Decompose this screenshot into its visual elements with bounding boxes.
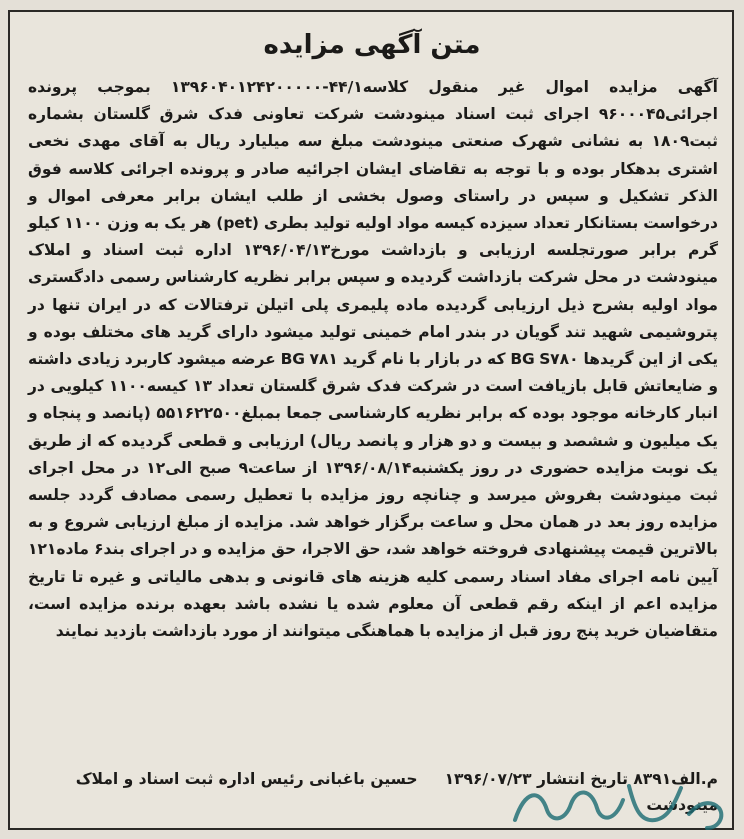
notice-title: متن آگهی مزایده [263,30,481,60]
notice-body: آگهی مزایده اموال غیر منقول کلاسه۴۴/۱-۱۳۹۶۰۴۰۱۲۴۲۰۰۰۰۰ بموجب پرونده اجرائی۹۶۰۰۰۴۵ اجرای ثبت اسناد مینودشت شرکت تعاونی فدک شرق گلستان بشماره ثبت۱۸۰۹ به نشانی شهرک صنعتی مینودشت مبلغ سه میلیارد ریال به آقای مهدی نخعی اشتری بدهکار بوده و با توجه به تقاضای ایشان اجرائیه صادر و پرونده اجرائی کلاسه فوق الذکر تشکیل و سپس در راستای وصول بخشی از طلب ایشان برابر معرفی اموال و درخواست بستانکار تعداد سیزده کیسه مواد اولیه تولید بطری (pet) هر یک به وزن ۱۱۰۰ کیلو گرم برابر صورتجلسه ارزیابی و بازداشت مورخ۱۳۹۶/۰۴/۱۳ اداره ثبت اسناد و املاک مینودشت در محل شرکت بازداشت گردیده و سپس برابر نظریه کارشناس رسمی دادگستری مواد اولیه بشرح ذیل ارزیابی گردیده ماده پلیمری پلی اتیلن ترفتالات که در ایران تنها در پتروشیمی شهید تند گویان در بندر امام خمینی تولید میشود دارای گرید های مختلف بوده و یکی از این گریدها BG S۷۸۰ که در بازار با نام گرید BG ۷۸۱ عرضه میشود کاربرد زیادی داشته و ضایعاتش قابل بازیافت است در شرکت فدک شرق گلستان تعداد ۱۳ کیسه۱۱۰۰ کیلویی در انبار کارخانه موجود بوده که برابر نظریه کارشناسی جمعا بمبلغ۵۵۱۶۲۲۵۰۰ (پانصد و پنجاه و یک میلیون و ششصد و بیست و دو هزار و پانصد ریال) ارزیابی و قطعی گردیده که از طریق یک نوبت مزایده حضوری در روز یکشنبه۱۳۹۶/۰۸/۱۴ از ساعت۹ صبح الی۱۲ در محل اجرای ثبت مینودشت بفروش میرسد و چنانچه روز مزایده با تعطیل رسمی مصادف گردد جلسه مزایده روز بعد در همان محل و ساعت برگزار خواهد شد. مزایده از مبلغ ارزیابی شروع و به بالاترین قیمت پیشنهادی فروخته خواهد شد، حق الاجرا، حق مزایده و در اجرای بند۶ ماده۱۲۱ آیین نامه اجرای مفاد اسناد رسمی کلیه هزینه های قانونی و بدهی مالیاتی و غیره تا تاریخ مزایده اعم از اینکه رقم قطعی آن معلوم شده یا نشده باشد بعهده برنده مزایده است، متقاضیان خرید پنج روز قبل از مزایده با هماهنگی میتوانند از مورد بازداشت بازدید نمایند [28,78,719,641]
footer-reference: م.الف۸۳۹۱ تاریخ انتشار ۱۳۹۶/۰۷/۲۳ [444,770,718,788]
footer-signer: حسین باغبانی رئیس اداره ثبت اسناد و املاک مینودشت [75,770,718,814]
notice-footer [28,766,718,818]
